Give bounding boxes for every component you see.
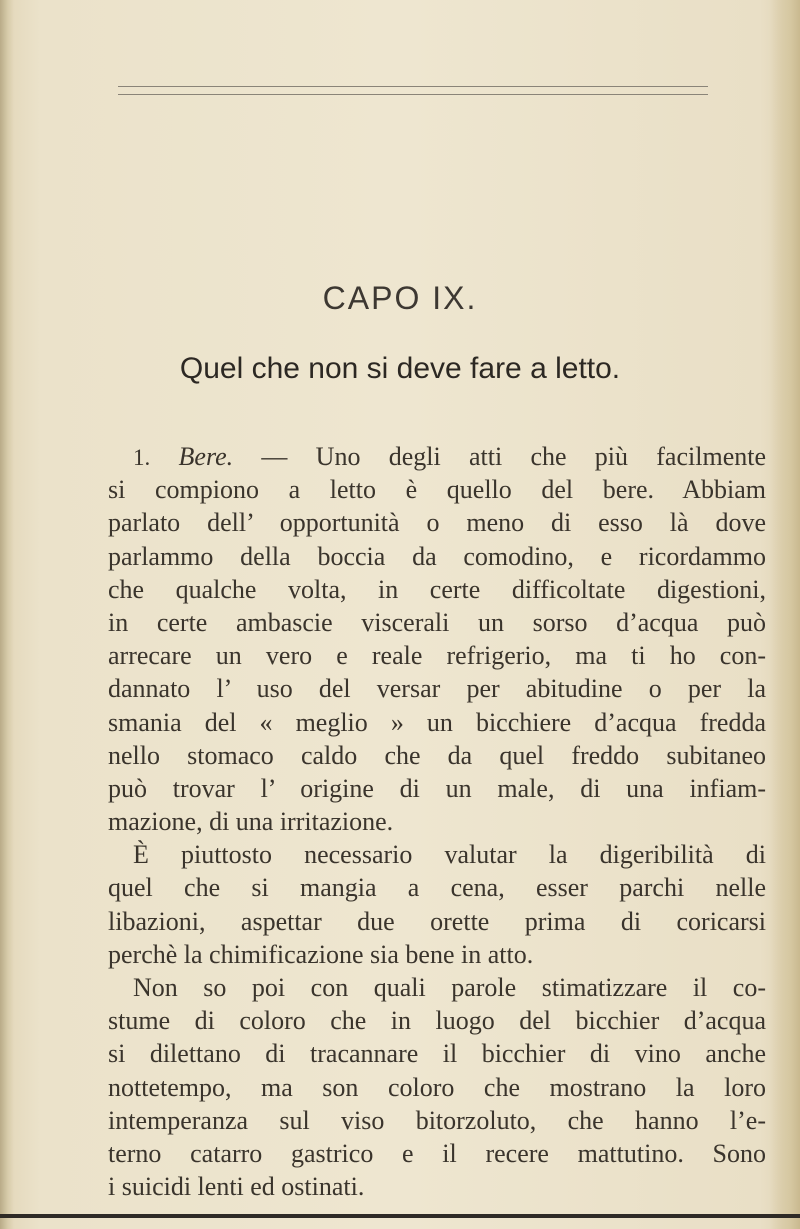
text-line: nottetempo, ma son coloro che mostrano la loro [108, 1072, 766, 1102]
text-line: libazioni, aspettar due orette prima di coricarsi [108, 906, 766, 936]
text-line: dannato l’ uso del versar per abitudine o per la [108, 674, 766, 704]
text-line-1 [108, 440, 766, 473]
chapter-title: Quel che non si deve fare a letto. [179, 352, 621, 385]
section-dash: — [261, 442, 288, 471]
section-first-line: Uno degli atti che più facilmente [315, 442, 766, 471]
text-line: arrecare un vero e reale refrigerio, ma ti ho con- [108, 641, 766, 671]
text-line: parlammo della boccia da comodino, e ricordammo [108, 541, 766, 571]
text-line: mazione, di una irritazione. [108, 807, 394, 837]
text-line: può trovar l’ origine di un male, di una infiam- [108, 773, 766, 803]
text-line: si compiono a letto è quello del bere. Abbiam [108, 475, 766, 505]
text-line: intemperanza sul viso bitorzoluto, che hanno l’e- [108, 1105, 766, 1135]
text-line: nello stomaco caldo che da quel freddo subitaneo [108, 740, 766, 770]
text-line: parlato dell’ opportunità o meno di esso là dove [108, 508, 766, 538]
page-right-edge [770, 0, 800, 1229]
text-line: Non so poi con quali parole stimatizzare il co- [133, 973, 766, 1002]
section-number: 1. [133, 445, 151, 470]
text-line: quel che si mangia a cena, esser parchi nelle [108, 873, 766, 903]
text-line: i suicidi lenti ed ostinati. [108, 1172, 365, 1202]
header-double-rule [118, 86, 708, 95]
text-line: si dilettano di tracannare il bicchier di vino anche [108, 1039, 766, 1069]
chapter-heading: CAPO IX. [322, 280, 478, 316]
text-line: in certe ambascie viscerali un sorso d’acqua può [108, 607, 766, 637]
page-left-edge [0, 0, 14, 1229]
text-line: smania del « meglio » un bicchiere d’acqua fredda [108, 707, 766, 737]
body-text [108, 440, 766, 1203]
text-line: che qualche volta, in certe difficoltate digestioni, [108, 574, 766, 604]
section-heading: Bere. [178, 442, 234, 471]
bottom-rule [0, 1214, 800, 1218]
text-line: È piuttosto necessario valutar la digeribilità di [133, 840, 766, 870]
text-line: stume di coloro che in luogo del bicchier d’acqua [108, 1006, 766, 1036]
text-line: perchè la chimificazione sia bene in atto. [108, 939, 534, 969]
text-line: terno catarro gastrico e il recere mattutino. Sono [108, 1138, 766, 1168]
